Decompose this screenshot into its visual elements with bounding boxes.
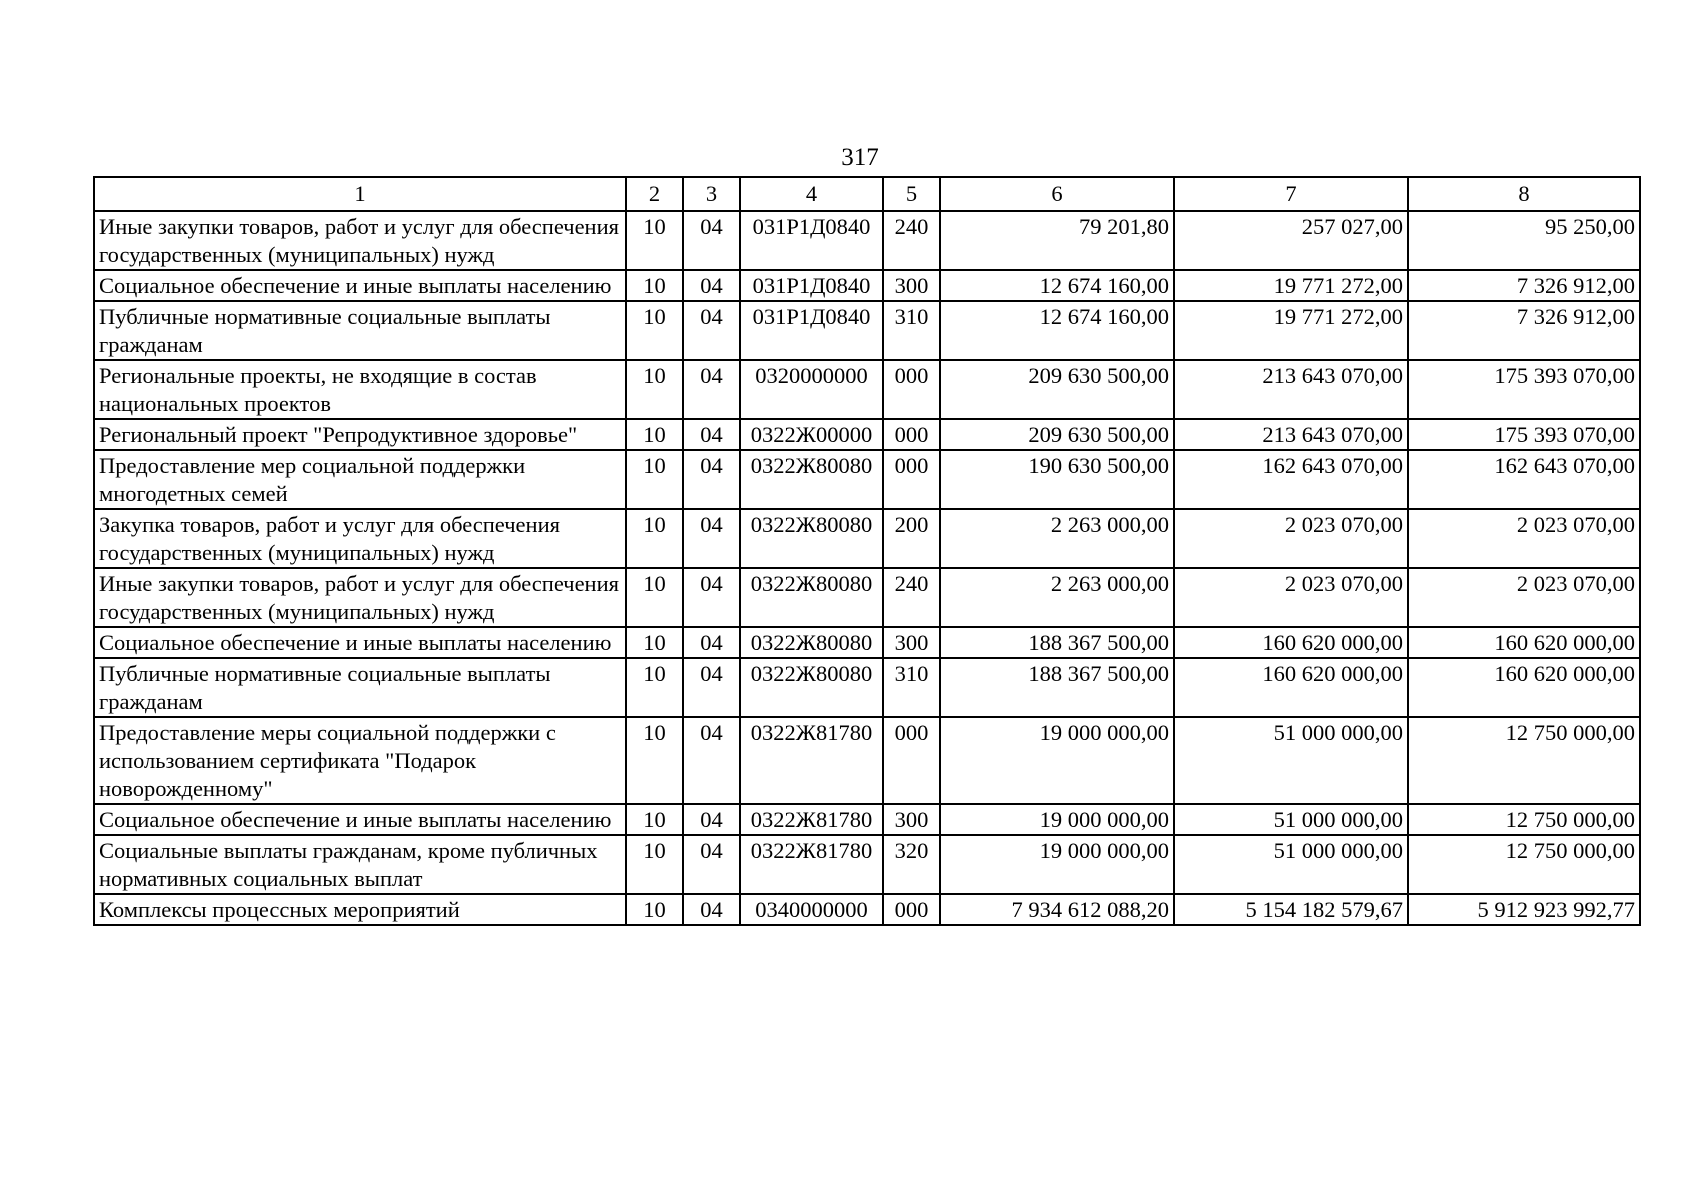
row-name: Социальные выплаты гражданам, кроме публичных нормативных социальных выплат [94,835,626,894]
row-amount-col8: 162 643 070,00 [1408,450,1640,509]
col-header-1: 1 [94,177,626,211]
table-row [94,450,1640,509]
row-amount-col6: 19 000 000,00 [940,835,1174,894]
row-target-article: 0322Ж80080 [740,568,883,627]
row-amount-col7: 2 023 070,00 [1174,568,1408,627]
row-name: Комплексы процессных мероприятий [94,894,626,925]
row-target-article: 0322Ж81780 [740,835,883,894]
table-row [94,509,1640,568]
row-section: 10 [626,211,683,270]
row-amount-col8: 160 620 000,00 [1408,627,1640,658]
row-amount-col8: 5 912 923 992,77 [1408,894,1640,925]
col-header-3: 3 [683,177,740,211]
table-row [94,419,1640,450]
row-name: Иные закупки товаров, работ и услуг для обеспечения государственных (муниципальных) нужд [94,211,626,270]
row-expense-type: 000 [883,450,940,509]
row-expense-type: 320 [883,835,940,894]
row-expense-type: 000 [883,419,940,450]
row-subsection: 04 [683,419,740,450]
page-number: 317 [841,144,879,171]
row-expense-type: 000 [883,360,940,419]
row-expense-type: 300 [883,627,940,658]
row-amount-col7: 213 643 070,00 [1174,360,1408,419]
row-amount-col6: 2 263 000,00 [940,509,1174,568]
row-expense-type: 000 [883,717,940,804]
row-section: 10 [626,627,683,658]
row-amount-col6: 190 630 500,00 [940,450,1174,509]
row-target-article: 0322Ж80080 [740,509,883,568]
col-header-8: 8 [1408,177,1640,211]
row-section: 10 [626,717,683,804]
table-row [94,894,1640,925]
row-amount-col6: 12 674 160,00 [940,270,1174,301]
row-section: 10 [626,509,683,568]
table-row [94,835,1640,894]
row-subsection: 04 [683,894,740,925]
row-subsection: 04 [683,717,740,804]
row-amount-col8: 2 023 070,00 [1408,509,1640,568]
row-amount-col7: 51 000 000,00 [1174,804,1408,835]
row-amount-col7: 162 643 070,00 [1174,450,1408,509]
row-amount-col8: 160 620 000,00 [1408,658,1640,717]
row-subsection: 04 [683,360,740,419]
row-expense-type: 310 [883,658,940,717]
row-amount-col6: 188 367 500,00 [940,627,1174,658]
row-subsection: 04 [683,270,740,301]
row-section: 10 [626,804,683,835]
row-target-article: 0322Ж80080 [740,627,883,658]
row-section: 10 [626,360,683,419]
row-section: 10 [626,270,683,301]
row-target-article: 031Р1Д0840 [740,270,883,301]
row-target-article: 0322Ж80080 [740,450,883,509]
row-expense-type: 240 [883,568,940,627]
table-row [94,568,1640,627]
row-subsection: 04 [683,509,740,568]
table-row [94,211,1640,270]
row-subsection: 04 [683,627,740,658]
row-amount-col8: 12 750 000,00 [1408,717,1640,804]
row-name: Публичные нормативные социальные выплаты гражданам [94,301,626,360]
table-row [94,658,1640,717]
col-header-5: 5 [883,177,940,211]
table-row [94,804,1640,835]
row-amount-col6: 2 263 000,00 [940,568,1174,627]
row-amount-col8: 175 393 070,00 [1408,419,1640,450]
row-amount-col6: 188 367 500,00 [940,658,1174,717]
row-target-article: 0322Ж81780 [740,804,883,835]
row-expense-type: 300 [883,804,940,835]
row-name: Публичные нормативные социальные выплаты гражданам [94,658,626,717]
row-target-article: 031Р1Д0840 [740,301,883,360]
row-subsection: 04 [683,835,740,894]
table-row [94,717,1640,804]
row-name: Социальное обеспечение и иные выплаты населению [94,270,626,301]
row-subsection: 04 [683,450,740,509]
row-subsection: 04 [683,804,740,835]
row-amount-col6: 7 934 612 088,20 [940,894,1174,925]
col-header-4: 4 [740,177,883,211]
row-name: Предоставление меры социальной поддержки с использованием сертификата "Подарок новорожденному" [94,717,626,804]
row-name: Социальное обеспечение и иные выплаты населению [94,627,626,658]
row-name: Социальное обеспечение и иные выплаты населению [94,804,626,835]
row-amount-col7: 51 000 000,00 [1174,835,1408,894]
row-target-article: 0322Ж00000 [740,419,883,450]
budget-table [93,176,1641,926]
row-amount-col8: 175 393 070,00 [1408,360,1640,419]
row-amount-col6: 209 630 500,00 [940,419,1174,450]
col-header-6: 6 [940,177,1174,211]
row-amount-col6: 12 674 160,00 [940,301,1174,360]
row-amount-col8: 12 750 000,00 [1408,835,1640,894]
row-subsection: 04 [683,211,740,270]
row-amount-col7: 51 000 000,00 [1174,717,1408,804]
row-amount-col7: 257 027,00 [1174,211,1408,270]
row-section: 10 [626,568,683,627]
row-name: Региональные проекты, не входящие в состав национальных проектов [94,360,626,419]
table-row [94,360,1640,419]
row-amount-col7: 19 771 272,00 [1174,270,1408,301]
row-expense-type: 200 [883,509,940,568]
row-expense-type: 000 [883,894,940,925]
col-header-7: 7 [1174,177,1408,211]
row-name: Закупка товаров, работ и услуг для обеспечения государственных (муниципальных) нужд [94,509,626,568]
row-amount-col7: 160 620 000,00 [1174,658,1408,717]
row-amount-col7: 213 643 070,00 [1174,419,1408,450]
row-target-article: 0322Ж81780 [740,717,883,804]
row-amount-col6: 19 000 000,00 [940,804,1174,835]
row-expense-type: 240 [883,211,940,270]
header-row [94,177,1640,211]
row-amount-col6: 79 201,80 [940,211,1174,270]
row-amount-col7: 160 620 000,00 [1174,627,1408,658]
row-amount-col8: 7 326 912,00 [1408,301,1640,360]
row-expense-type: 300 [883,270,940,301]
row-section: 10 [626,894,683,925]
row-amount-col8: 95 250,00 [1408,211,1640,270]
row-target-article: 0320000000 [740,360,883,419]
row-amount-col8: 2 023 070,00 [1408,568,1640,627]
row-subsection: 04 [683,301,740,360]
table-row [94,627,1640,658]
row-name: Предоставление мер социальной поддержки многодетных семей [94,450,626,509]
row-amount-col7: 19 771 272,00 [1174,301,1408,360]
row-name: Региональный проект "Репродуктивное здоровье" [94,419,626,450]
table-row [94,270,1640,301]
row-section: 10 [626,419,683,450]
row-section: 10 [626,835,683,894]
row-target-article: 0340000000 [740,894,883,925]
row-target-article: 0322Ж80080 [740,658,883,717]
row-name: Иные закупки товаров, работ и услуг для обеспечения государственных (муниципальных) нужд [94,568,626,627]
table-row [94,301,1640,360]
row-subsection: 04 [683,568,740,627]
row-amount-col6: 19 000 000,00 [940,717,1174,804]
row-target-article: 031Р1Д0840 [740,211,883,270]
row-section: 10 [626,658,683,717]
row-amount-col8: 12 750 000,00 [1408,804,1640,835]
row-section: 10 [626,301,683,360]
row-subsection: 04 [683,658,740,717]
row-section: 10 [626,450,683,509]
col-header-2: 2 [626,177,683,211]
row-expense-type: 310 [883,301,940,360]
row-amount-col7: 2 023 070,00 [1174,509,1408,568]
row-amount-col8: 7 326 912,00 [1408,270,1640,301]
row-amount-col6: 209 630 500,00 [940,360,1174,419]
row-amount-col7: 5 154 182 579,67 [1174,894,1408,925]
